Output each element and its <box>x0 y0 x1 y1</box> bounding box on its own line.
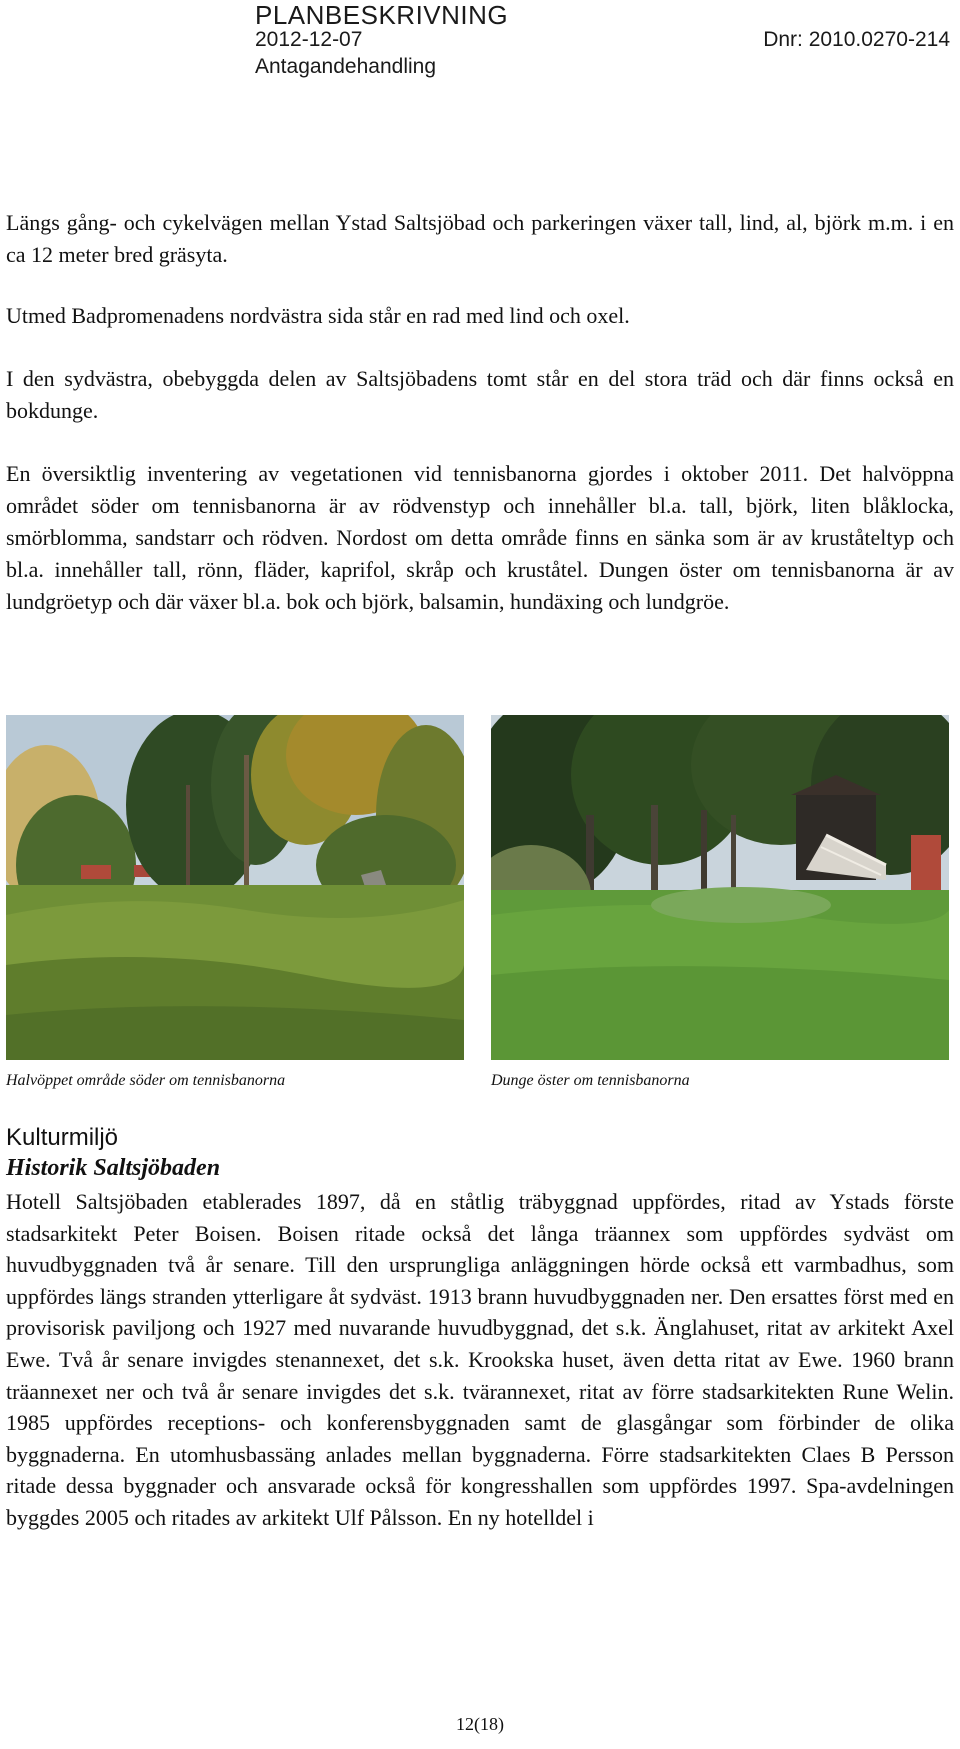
photo-dunge <box>491 715 949 1060</box>
document-dnr: Dnr: 2010.0270-214 <box>763 28 950 51</box>
photo-caption-dunge: Dunge öster om tennisbanorna <box>491 1072 690 1089</box>
paragraph-historik: Hotell Saltsjöbaden etablerades 1897, då en ståtlig träbyggnad uppfördes, ritad av Ystads förste stadsarkitekt Peter Boisen. Boisen ritade också det långa träannex som uppfördes sydväst om huvudbyggnaden två år senare. Till den ursprungliga anläggningen hörde också ett varmbadhus, som uppfördes längs stranden ytterligare åt sydväst. 1913 brann huvudbyggnaden ner. Den ersattes först med en provisorisk paviljong och 1927 med nuvarande huvudbyggnad, det s.k. Änglahuset, ritat av arkitekt Axel Ewe. Två år senare invigdes stenannexet, det s.k. Krookska huset, även detta ritat av Ewe. 1960 brann träannexet ner och två år senare invigdes det s.k. tvärannexet, ritat av förre stadsarkitekten Rune Welin. 1985 uppfördes receptions- och konferensbyggnaden samt de glasgångar som förbinder de olika byggnaderna. En utomhusbassäng anlades mellan byggnaderna. Förre stadsarkitekten Claes B Persson ritade dessa byggnader och ansvarade också för kongresshallen som uppfördes 1997. Spa-avdelningen byggdes 2005 och ritades av arkitekt Ulf Pålsson. En ny hotelldel i <box>6 1189 954 1530</box>
photo-halvoppet-omrade <box>6 715 464 1060</box>
photo-caption-halvoppet: Halvöppet område söder om tennisbanorna <box>6 1072 286 1089</box>
document-status: Antagandehandling <box>255 55 437 78</box>
paragraph-badpromenad: Utmed Badpromenadens nordvästra sida står en rad med lind och oxel. <box>6 303 630 328</box>
paragraph-sydvastra-delen: I den sydvästra, obebyggda delen av Saltsjöbadens tomt står en del stora träd och där finns också en bokdunge. <box>6 366 954 423</box>
subheading-historik: Historik Saltsjöbaden <box>6 1155 221 1181</box>
page-number: 12(18) <box>456 1714 504 1734</box>
paragraph-inventering: En översiktlig inventering av vegetationen vid tennisbanorna gjordes i oktober 2011. Det halvöppna området söder om tennisbanorna är av rödvenstyp och innehåller bl.a. tall, björk, liten blåklocka, smörblomma, sandstarr och rödven. Nordost om detta område finns en sänka som är av kruståteltyp och bl.a. innehåller tall, rönn, fläder, kaprifol, skråp och kruståtel. Dungen öster om tennisbanorna är av lundgröetyp och där växer bl.a. bok och björk, balsamin, hundäxing och lundgröe. <box>6 461 954 614</box>
document-title: PLANBESKRIVNING <box>255 0 509 30</box>
document-date: 2012-12-07 <box>255 28 363 51</box>
section-heading-kulturmiljo: Kulturmiljö <box>6 1124 119 1151</box>
paragraph-gang-cykelvag: Längs gång- och cykelvägen mellan Ystad Saltsjöbad och parkeringen växer tall, lind, al, björk m.m. i en ca 12 meter bred gräsyta. <box>6 210 954 267</box>
